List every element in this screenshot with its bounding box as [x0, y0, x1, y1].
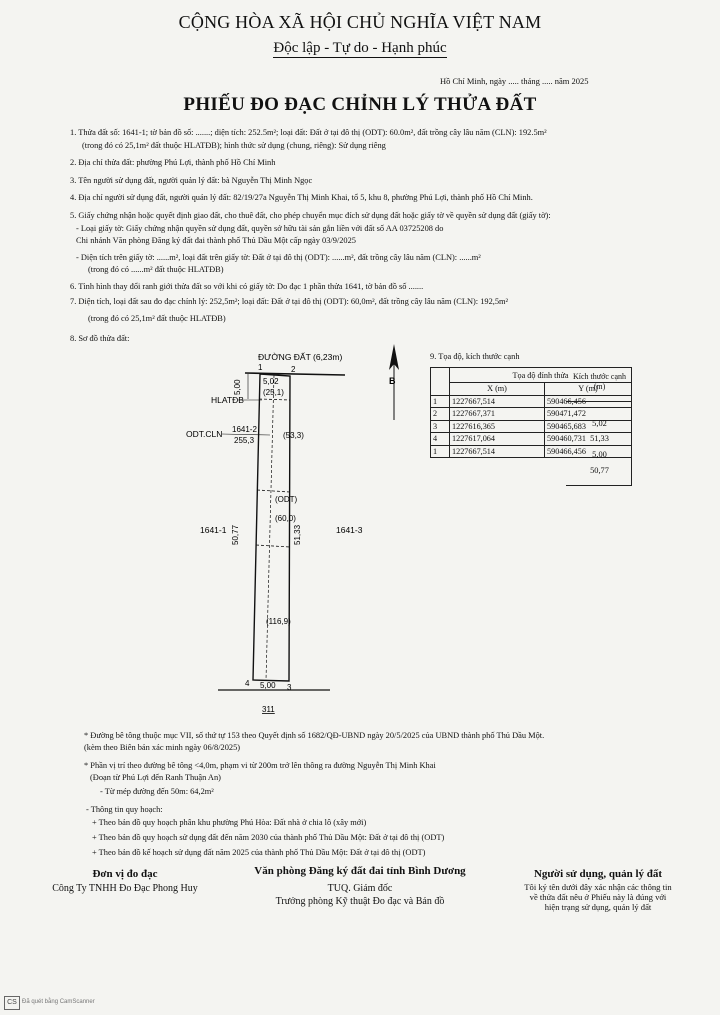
signature-office — [235, 865, 485, 907]
cell-x: 1227617,064 — [450, 433, 545, 446]
note-planning-2: + Theo bản đồ quy hoạch sử dụng đất đến năm 2030 của thành phố Thủ Dầu Một: Đất ở tại đô thị (ODT) — [92, 833, 445, 842]
item-7-cont: (trong đó có 25,1m² đất thuộc HLATĐB) — [88, 314, 226, 323]
vertex-4: 4 — [245, 679, 250, 688]
item-5-issuer: Chi nhánh Văn phòng Đăng ký đất đai thành phố Thủ Dầu Một cấp ngày 03/9/2025 — [76, 236, 356, 245]
area-hlatdb: (25,1) — [263, 388, 284, 397]
cell-y: 590465,683 — [545, 420, 632, 433]
header-group: Tọa độ đỉnh thửa — [450, 368, 632, 383]
office-authority: TUQ. Giám đốc — [327, 883, 393, 894]
cell-y: 590471,472 — [545, 408, 632, 421]
area-cln-lower: (116,9) — [266, 617, 291, 626]
header-vertex — [431, 368, 450, 396]
header-y: Y (m) — [545, 383, 632, 396]
item-1-cont: (trong đó có 25,1m² đất thuộc HLATĐB); hình thức sử dụng (chung, riêng): Sử dụng riêng — [82, 141, 386, 150]
vertex-1: 1 — [258, 363, 263, 372]
cell-y: 590460,731 — [545, 433, 632, 446]
motto — [0, 40, 720, 57]
neighbor-left: 1641-1 — [200, 525, 227, 535]
cell-x: 1227667,514 — [450, 395, 545, 408]
road-label: ĐƯỜNG ĐẤT (6,23m) — [258, 352, 343, 362]
owner-line-3: hiện trạng sử dụng, quản lý đất — [544, 902, 652, 912]
bottom-label: 311 — [262, 705, 275, 714]
side-3-4: 5,00 — [592, 450, 607, 459]
nation-heading: CỘNG HÒA XÃ HỘI CHỦ NGHĨA VIỆT NAM — [178, 12, 542, 32]
item-3: 3. Tên người sử dụng đất, người quản lý đất: bà Nguyễn Thị Minh Ngọc — [70, 176, 313, 185]
item-1: 1. Thửa đất số: 1641-1; tờ bản đồ số: .......; diện tích: 252.5m²; loại đất: Đất ở tại đô thị (ODT): 60.0m², đất trồng cây lâu năm (CLN): 192.5m² — [70, 128, 547, 137]
note-planning-1: + Theo bản đồ quy hoạch phân khu phường Phú Hòa: Đất nhà ở chia lô (xây mới) — [92, 818, 367, 827]
hl-depth: 5,00 — [233, 379, 242, 395]
side-4-1: 50,77 — [590, 466, 609, 475]
surveyor-name: Công Ty TNHH Đo Đạc Phong Huy — [52, 883, 198, 894]
vertex-3: 3 — [287, 683, 292, 692]
office-title: Văn phòng Đăng ký đất đai tỉnh Bình Dương — [254, 865, 466, 877]
note-road-cont: (kèm theo Biên bản xác minh ngày 06/8/2025) — [84, 743, 241, 752]
odt-cln-pointer — [222, 434, 270, 435]
parcel-outline — [253, 374, 290, 681]
cell-x: 1227667,514 — [450, 445, 545, 458]
owner-title: Người sử dụng, quản lý đất — [533, 868, 663, 880]
hlatdb-label: HLATĐB — [211, 395, 244, 405]
cell-x: 1227616,365 — [450, 420, 545, 433]
side-2-3: 51,33 — [590, 434, 609, 443]
signature-owner — [498, 868, 698, 912]
bottom-width: 5,00 — [260, 681, 276, 690]
owner-line-1: Tôi ký tên dưới đây xác nhận các thông tin — [524, 882, 672, 892]
header-side: Kích thước cạnh (m) — [573, 372, 626, 391]
note-distance: - Từ mép đường đến 50m: 64,2m² — [100, 787, 214, 796]
camscanner-logo: CS — [4, 996, 20, 1010]
inner-divider — [266, 375, 274, 680]
item-8: 8. Sơ đồ thửa đất: — [70, 334, 130, 343]
cell-n: 3 — [431, 420, 450, 433]
item-5-area: - Diện tích trên giấy tờ: ......m², loại đất trên giấy tờ: Đất ở tại đô thị (ODT): ......m², đất trồng cây lâu năm (CLN): ......m² — [76, 253, 481, 262]
cell-y: 590466,456 — [545, 395, 632, 408]
cell-y: 590466,456 — [545, 445, 632, 458]
item-4: 4. Địa chỉ người sử dụng đất, người quản lý đất: 82/19/27a Nguyễn Thị Minh Khai, tổ 5, khu 8, phường Phú Lợi, thành phố Hồ Chí Minh. — [70, 193, 533, 202]
motto-text: Độc lập - Tự do - Hạnh phúc — [273, 40, 447, 56]
parcel-sketch — [0, 340, 430, 720]
side-1-2: 5,02 — [592, 419, 607, 428]
owner-line-2: về thửa đất nêu ở Phiếu này là đúng với — [529, 892, 667, 902]
area-cln-upper: (53,3) — [283, 431, 304, 440]
item-5-hlatdb: (trong đó có ......m² đất thuộc HLATĐB) — [88, 265, 224, 274]
hlatdb-line — [259, 399, 290, 400]
note-position-cont: (Đoạn từ Phú Lợi đến Ranh Thuận An) — [90, 773, 221, 782]
side-header-divider — [566, 401, 632, 402]
right-length: 51,33 — [293, 524, 302, 545]
signature-surveyor — [40, 868, 210, 894]
neighbor-right: 1641-3 — [336, 525, 363, 535]
office-department: Trưởng phòng Kỹ thuật Đo đạc và Bản đồ — [275, 896, 445, 907]
scanner-watermark: Đã quét bằng CamScanner — [22, 999, 95, 1005]
cell-n: 1 — [431, 445, 450, 458]
item-5-type: - Loại giấy tờ: Giấy chứng nhận quyền sử dụng đất, quyền sở hữu tài sản gắn liền với đất số AA 03725208 do — [76, 224, 444, 233]
odt-tag: (ODT) — [275, 495, 298, 504]
area-odt: (60,0) — [275, 514, 296, 523]
north-label: B — [389, 376, 396, 386]
cell-n: 4 — [431, 433, 450, 446]
parcel-area: 255,3 — [234, 436, 255, 445]
left-length: 50,77 — [231, 524, 240, 545]
surveyor-title: Đơn vị đo đạc — [92, 868, 158, 880]
odt-boundary — [257, 490, 290, 492]
header-x: X (m) — [450, 383, 545, 396]
item-5: 5. Giấy chứng nhận hoặc quyết định giao đất, cho thuê đất, cho phép chuyển mục đích sử dụng đất hoặc giấy tờ về quyền sử dụng đất (giấy tờ): — [70, 211, 551, 220]
cell-x: 1227667,371 — [450, 408, 545, 421]
coords-title: 9. Tọa độ, kích thước cạnh — [430, 352, 520, 361]
document-title: PHIẾU ĐO ĐẠC CHỈNH LÝ THỬA ĐẤT — [183, 94, 537, 115]
cell-n: 2 — [431, 408, 450, 421]
odt-boundary-2 — [256, 545, 290, 547]
note-position: * Phần vị trí theo đường bê tông <4,0m, phạm vi từ 200m trở lên thông ra đường Nguyễn Thị Minh Khai — [84, 761, 436, 770]
cell-n: 1 — [431, 395, 450, 408]
dateline: Hồ Chí Minh, ngày ..... tháng ..... năm 2025 — [440, 76, 589, 86]
item-2: 2. Địa chỉ thửa đất: phường Phú Lợi, thành phố Hồ Chí Minh — [70, 158, 276, 167]
item-7: 7. Diện tích, loại đất sau đo đạc chỉnh lý: 252,5m²; loại đất: Đất ở tại đô thị (ODT): 60,0m², đất trồng cây lâu năm (CLN): 192,5m² — [70, 297, 509, 306]
top-width: 5,02 — [263, 377, 279, 386]
note-planning: - Thông tin quy hoạch: — [86, 805, 163, 814]
note-planning-3: + Theo bản đồ kế hoạch sử dụng đất năm 2025 của thành phố Thủ Dầu Một: Đất ở tại đô thị (ODT) — [92, 848, 426, 857]
item-6: 6. Tình hình thay đổi ranh giới thửa đất so với khi có giấy tờ: Do đạc 1 phần thửa 1641, tờ bản đồ số ....... — [70, 282, 424, 291]
note-road: * Đường bê tông thuộc mục VII, số thứ tự 153 theo Quyết định số 1682/QĐ-UBND ngày 20/5/2025 của UBND thành phố Thủ Dầu Một. — [84, 731, 545, 740]
parcel-id: 1641-2 — [232, 425, 257, 434]
vertex-2: 2 — [291, 365, 296, 374]
odt-cln-label: ODT.CLN — [186, 429, 223, 439]
